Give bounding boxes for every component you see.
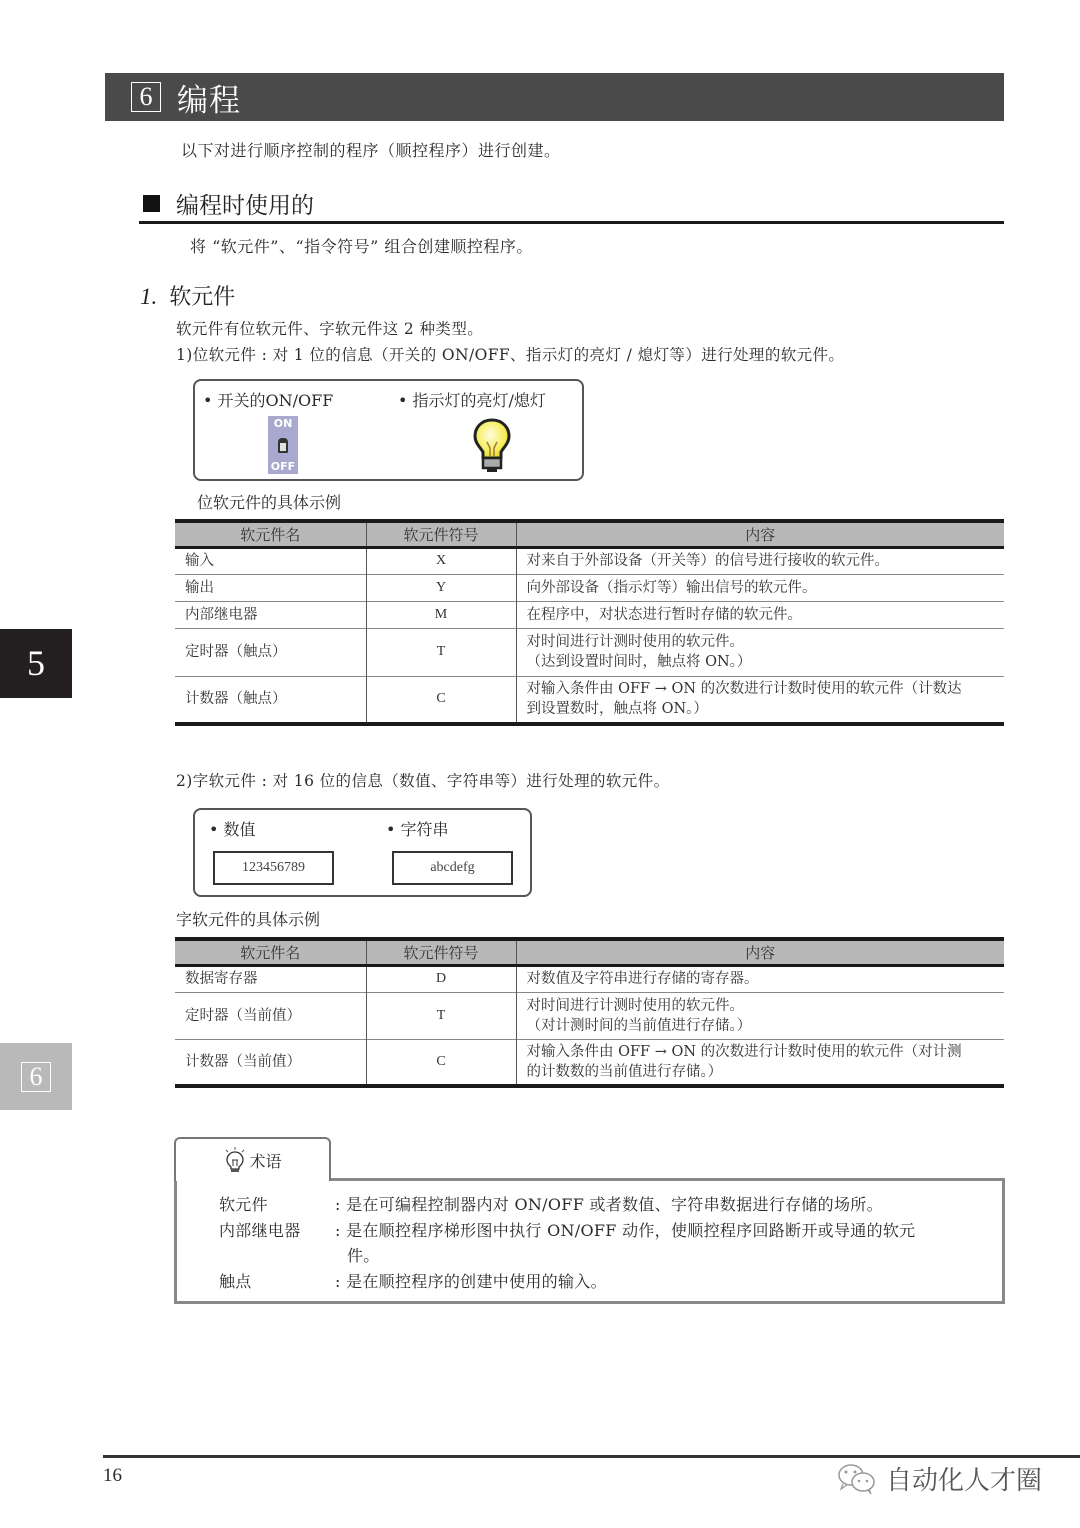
device-symbol: D	[366, 965, 516, 992]
glossary-term: 触点	[219, 1272, 252, 1291]
device-name: 数据寄存器	[175, 965, 366, 992]
wechat-icon	[836, 1462, 878, 1496]
light-bulb-icon	[223, 1147, 247, 1173]
column-header-symbol: 软元件符号	[366, 521, 516, 547]
device-content: 在程序中，对状态进行暂时存储的软元件。	[516, 601, 1004, 628]
number-value-box: 123456789	[213, 851, 334, 885]
table-row	[175, 628, 1004, 676]
device-symbol: C	[366, 676, 516, 724]
table-row	[175, 547, 1004, 574]
word-device-description: 2)字软元件 : 对 16 位的信息（数值、字符串等）进行处理的软元件。	[176, 772, 670, 790]
content-line: 对输入条件由 OFF → ON 的次数进行计数时使用的软元件（计数达	[526, 681, 962, 698]
switch-example-label: • 开关的ON/OFF	[203, 391, 334, 410]
glossary-term: 软元件	[219, 1195, 268, 1214]
table-row	[175, 676, 1004, 724]
table-row	[175, 992, 1004, 1039]
bit-device-table	[175, 519, 1004, 726]
content-line: 对时间进行计测时使用的软元件。	[526, 634, 744, 650]
column-header-symbol: 软元件符号	[366, 939, 516, 965]
switch-lever	[278, 438, 288, 453]
device-content	[516, 628, 1004, 676]
word-device-table	[175, 937, 1004, 1088]
device-symbol: M	[366, 601, 516, 628]
glossary-definition: : 是在可编程控制器内对 ON/OFF 或者数值、字符串数据进行存储的场所。	[335, 1195, 883, 1214]
device-content	[516, 1039, 1004, 1086]
column-header-name: 软元件名	[175, 939, 366, 965]
bit-device-description: 1)位软元件 : 对 1 位的信息（开关的 ON/OFF、指示灯的亮灯 / 熄灯等）进行处理的软元件。	[176, 346, 845, 364]
glossary-tab	[174, 1137, 331, 1181]
device-symbol: Y	[366, 574, 516, 601]
device-content: 对数值及字符串进行存储的寄存器。	[516, 965, 1004, 992]
table-row	[175, 1039, 1004, 1086]
device-name: 输入	[175, 547, 366, 574]
content-line: 对输入条件由 OFF → ON 的次数进行计数时使用的软元件（对计测	[526, 1043, 962, 1060]
string-value-box: abcdefg	[392, 851, 513, 885]
device-name: 计数器（当前值）	[175, 1039, 366, 1086]
content-line: 对时间进行计测时使用的软元件。	[526, 997, 744, 1014]
device-name: 输出	[175, 574, 366, 601]
device-content	[516, 992, 1004, 1039]
table-row	[175, 601, 1004, 628]
device-symbol: T	[366, 992, 516, 1039]
light-bulb-icon	[472, 418, 512, 474]
number-example-label: • 数值	[209, 820, 256, 839]
device-content: 向外部设备（指示灯等）输出信号的软元件。	[516, 574, 1004, 601]
word-device-caption: 字软元件的具体示例	[176, 910, 321, 929]
content-line: （达到设置时间时，触点将 ON。）	[526, 654, 752, 670]
device-symbol: T	[366, 628, 516, 676]
chapter-title: 编程	[177, 82, 241, 119]
device-types-text: 软元件有位软元件、字软元件这 2 种类型。	[176, 320, 484, 338]
subsection-title: 软元件	[169, 285, 236, 310]
switch-on-label: ON	[273, 417, 293, 430]
content-line: （对计测时间的当前值进行存储。）	[526, 1017, 752, 1034]
table-row	[175, 574, 1004, 601]
glossary-definition: : 是在顺控程序梯形图中执行 ON/OFF 动作，使顺控程序回路断开或导通的软元	[335, 1221, 916, 1240]
table-row	[175, 965, 1004, 992]
column-header-name: 软元件名	[175, 521, 366, 547]
glossary-definition: : 是在顺控程序的创建中使用的输入。	[335, 1272, 607, 1291]
lamp-example-label: • 指示灯的亮灯/熄灯	[398, 391, 546, 410]
section-description: 将 “软元件”、“指令符号” 组合创建顺控程序。	[190, 237, 533, 256]
square-bullet-icon	[143, 195, 160, 212]
string-example-label: • 字符串	[386, 820, 449, 839]
footer-divider	[103, 1455, 1080, 1458]
intro-text: 以下对进行顺序控制的程序（顺控程序）进行创建。	[181, 141, 561, 160]
device-content: 对来自于外部设备（开关等）的信号进行接收的软元件。	[516, 547, 1004, 574]
page-number: 16	[103, 1465, 122, 1486]
device-name: 定时器（当前值）	[175, 992, 366, 1039]
content-line: 的计数数的当前值进行存储。）	[526, 1063, 723, 1080]
device-symbol: C	[366, 1039, 516, 1086]
section-heading	[139, 186, 1004, 224]
subsection-heading	[140, 280, 235, 311]
table-header-row	[175, 521, 1004, 547]
device-name: 定时器（触点）	[175, 628, 366, 676]
watermark	[836, 1460, 1042, 1497]
section-title: 编程时使用的	[176, 193, 314, 219]
toggle-switch-icon	[268, 416, 298, 474]
table-header-row	[175, 939, 1004, 965]
chapter-number: 6	[131, 82, 161, 112]
side-tab-label: 6	[21, 1062, 51, 1092]
side-tab-chapter-5[interactable]: 5	[0, 629, 72, 698]
column-header-content: 内容	[516, 939, 1004, 965]
bit-device-caption: 位软元件的具体示例	[197, 493, 342, 512]
device-name: 内部继电器	[175, 601, 366, 628]
glossary-term: 内部继电器	[219, 1221, 301, 1240]
device-content	[516, 676, 1004, 724]
glossary-box	[174, 1178, 1005, 1304]
watermark-text: 自动化人才圈	[886, 1466, 1043, 1496]
device-name: 计数器（触点）	[175, 676, 366, 724]
chapter-header	[105, 73, 1004, 121]
glossary-tab-label: 术语	[249, 1151, 282, 1171]
device-symbol: X	[366, 547, 516, 574]
glossary-definition-cont: 件。	[347, 1246, 380, 1265]
subsection-number: 1.	[140, 284, 158, 309]
switch-off-label: OFF	[270, 460, 296, 473]
side-tab-chapter-6[interactable]	[0, 1043, 72, 1110]
content-line: 到设置数时，触点将 ON。）	[526, 701, 708, 718]
column-header-content: 内容	[516, 521, 1004, 547]
